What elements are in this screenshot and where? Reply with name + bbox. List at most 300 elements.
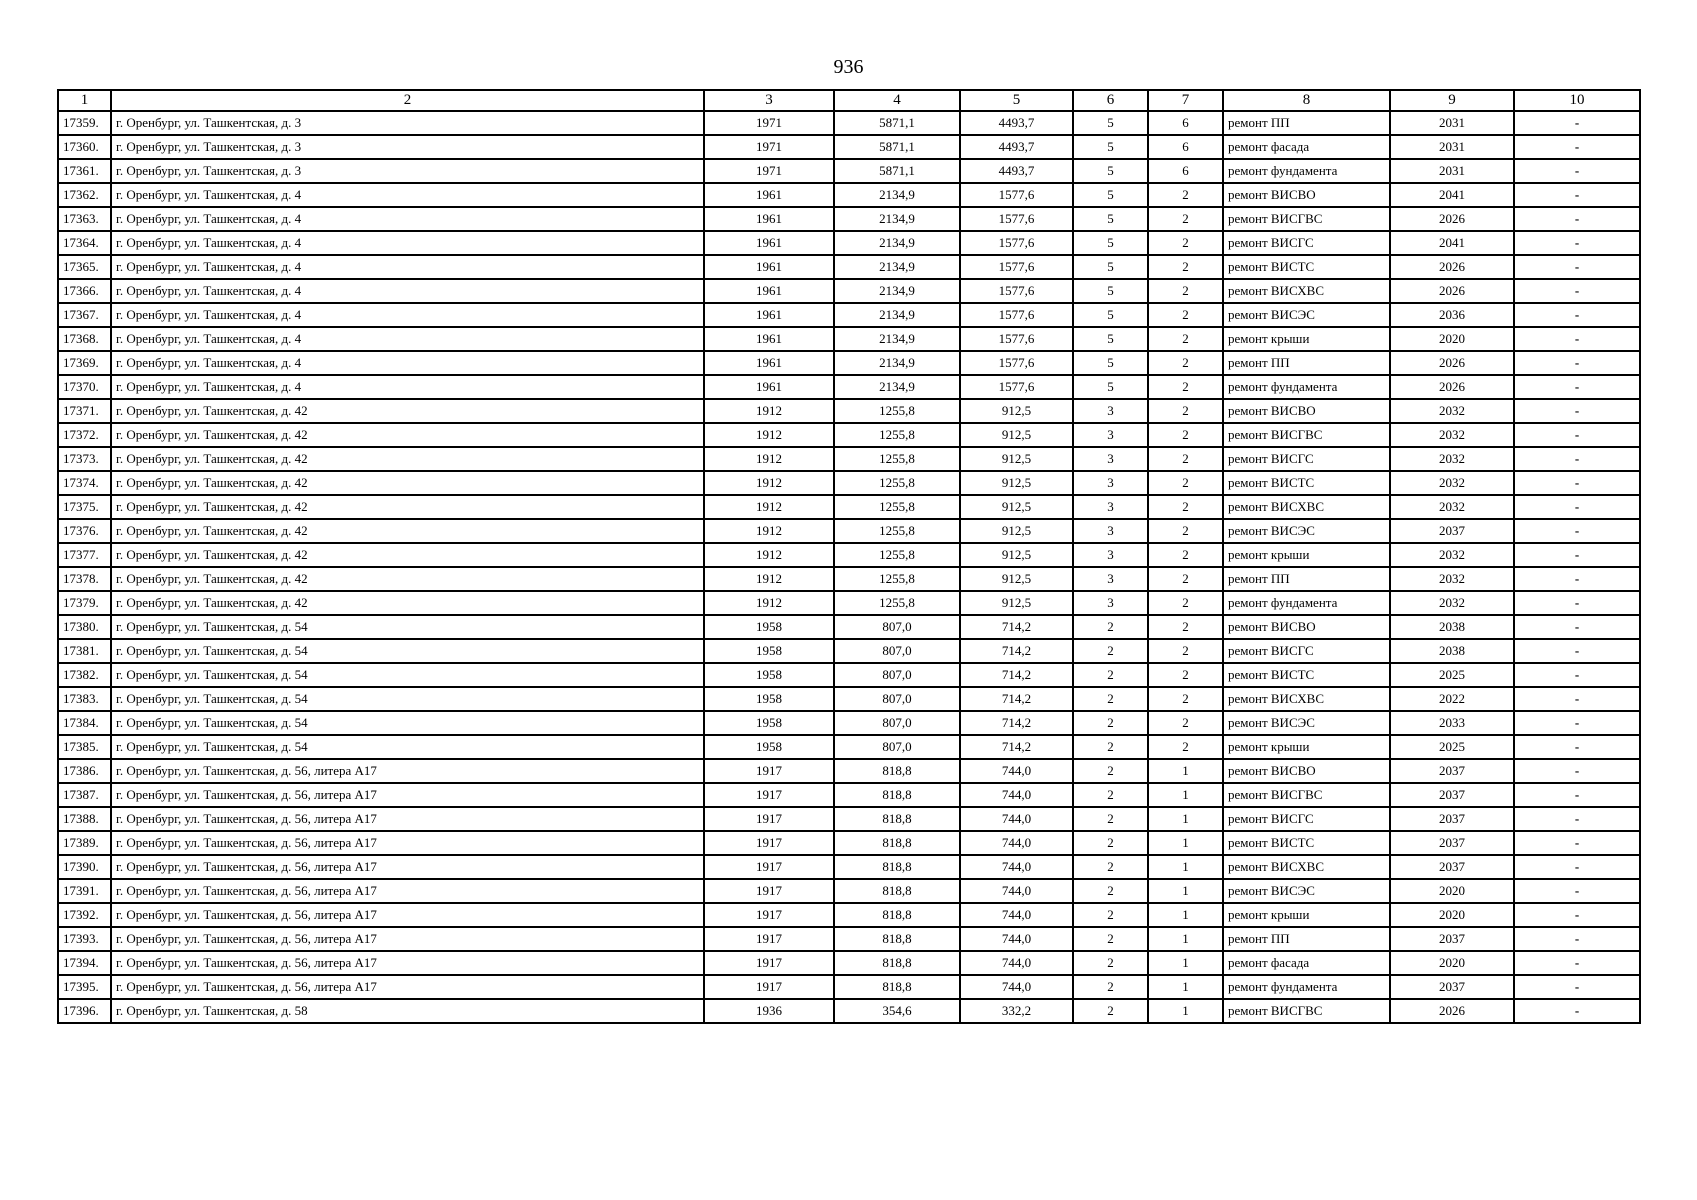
planned-year-cell: 2037 [1390, 831, 1514, 855]
row-number-cell: 17359. [58, 111, 111, 135]
year-cell: 1961 [704, 231, 834, 255]
entrances-cell: 2 [1148, 591, 1223, 615]
living-area-cell: 714,2 [960, 687, 1073, 711]
floors-cell: 3 [1073, 591, 1148, 615]
table-row [58, 447, 1640, 471]
address-cell: г. Оренбург, ул. Ташкентская, д. 56, литера А17 [111, 759, 704, 783]
note-cell: - [1514, 519, 1640, 543]
planned-year-cell: 2026 [1390, 255, 1514, 279]
work-type-cell: ремонт фасада [1223, 951, 1390, 975]
year-cell: 1917 [704, 831, 834, 855]
work-type-cell: ремонт ВИСЭС [1223, 879, 1390, 903]
living-area-cell: 744,0 [960, 951, 1073, 975]
note-cell: - [1514, 663, 1640, 687]
living-area-cell: 744,0 [960, 855, 1073, 879]
living-area-cell: 1577,6 [960, 303, 1073, 327]
note-cell: - [1514, 975, 1640, 999]
address-cell: г. Оренбург, ул. Ташкентская, д. 54 [111, 639, 704, 663]
entrances-cell: 1 [1148, 831, 1223, 855]
planned-year-cell: 2020 [1390, 879, 1514, 903]
entrances-cell: 2 [1148, 543, 1223, 567]
floors-cell: 3 [1073, 447, 1148, 471]
floors-cell: 2 [1073, 807, 1148, 831]
living-area-cell: 1577,6 [960, 327, 1073, 351]
total-area-cell: 1255,8 [834, 567, 960, 591]
row-number-cell: 17380. [58, 615, 111, 639]
planned-year-cell: 2020 [1390, 903, 1514, 927]
column-header: 6 [1073, 90, 1148, 111]
entrances-cell: 2 [1148, 471, 1223, 495]
note-cell: - [1514, 447, 1640, 471]
year-cell: 1912 [704, 519, 834, 543]
floors-cell: 5 [1073, 327, 1148, 351]
planned-year-cell: 2031 [1390, 111, 1514, 135]
year-cell: 1961 [704, 303, 834, 327]
floors-cell: 2 [1073, 975, 1148, 999]
row-number-cell: 17362. [58, 183, 111, 207]
column-header: 9 [1390, 90, 1514, 111]
table-row [58, 759, 1640, 783]
living-area-cell: 1577,6 [960, 255, 1073, 279]
living-area-cell: 1577,6 [960, 351, 1073, 375]
column-header: 8 [1223, 90, 1390, 111]
note-cell: - [1514, 399, 1640, 423]
year-cell: 1958 [704, 615, 834, 639]
year-cell: 1971 [704, 135, 834, 159]
year-cell: 1912 [704, 543, 834, 567]
work-type-cell: ремонт фундамента [1223, 375, 1390, 399]
address-cell: г. Оренбург, ул. Ташкентская, д. 56, литера А17 [111, 927, 704, 951]
row-number-cell: 17360. [58, 135, 111, 159]
entrances-cell: 2 [1148, 327, 1223, 351]
year-cell: 1961 [704, 351, 834, 375]
entrances-cell: 2 [1148, 663, 1223, 687]
address-cell: г. Оренбург, ул. Ташкентская, д. 42 [111, 543, 704, 567]
work-type-cell: ремонт фундамента [1223, 159, 1390, 183]
total-area-cell: 807,0 [834, 639, 960, 663]
living-area-cell: 4493,7 [960, 135, 1073, 159]
entrances-cell: 2 [1148, 495, 1223, 519]
total-area-cell: 1255,8 [834, 471, 960, 495]
floors-cell: 5 [1073, 111, 1148, 135]
floors-cell: 2 [1073, 903, 1148, 927]
note-cell: - [1514, 375, 1640, 399]
total-area-cell: 807,0 [834, 663, 960, 687]
entrances-cell: 2 [1148, 279, 1223, 303]
address-cell: г. Оренбург, ул. Ташкентская, д. 56, литера А17 [111, 879, 704, 903]
note-cell: - [1514, 831, 1640, 855]
entrances-cell: 1 [1148, 927, 1223, 951]
living-area-cell: 744,0 [960, 759, 1073, 783]
table-row [58, 975, 1640, 999]
entrances-cell: 2 [1148, 687, 1223, 711]
row-number-cell: 17378. [58, 567, 111, 591]
total-area-cell: 2134,9 [834, 303, 960, 327]
row-number-cell: 17388. [58, 807, 111, 831]
note-cell: - [1514, 207, 1640, 231]
year-cell: 1912 [704, 423, 834, 447]
address-cell: г. Оренбург, ул. Ташкентская, д. 4 [111, 351, 704, 375]
table-row [58, 831, 1640, 855]
work-type-cell: ремонт ВИСГВС [1223, 207, 1390, 231]
work-type-cell: ремонт фасада [1223, 135, 1390, 159]
living-area-cell: 744,0 [960, 975, 1073, 999]
note-cell: - [1514, 567, 1640, 591]
planned-year-cell: 2032 [1390, 495, 1514, 519]
planned-year-cell: 2032 [1390, 447, 1514, 471]
planned-year-cell: 2037 [1390, 855, 1514, 879]
table-row [58, 855, 1640, 879]
planned-year-cell: 2033 [1390, 711, 1514, 735]
total-area-cell: 1255,8 [834, 399, 960, 423]
planned-year-cell: 2037 [1390, 807, 1514, 831]
planned-year-cell: 2025 [1390, 735, 1514, 759]
floors-cell: 2 [1073, 831, 1148, 855]
row-number-cell: 17369. [58, 351, 111, 375]
year-cell: 1912 [704, 399, 834, 423]
table-row [58, 567, 1640, 591]
total-area-cell: 1255,8 [834, 543, 960, 567]
planned-year-cell: 2037 [1390, 783, 1514, 807]
year-cell: 1912 [704, 591, 834, 615]
total-area-cell: 818,8 [834, 759, 960, 783]
row-number-cell: 17392. [58, 903, 111, 927]
floors-cell: 3 [1073, 423, 1148, 447]
floors-cell: 2 [1073, 783, 1148, 807]
table-row [58, 159, 1640, 183]
note-cell: - [1514, 951, 1640, 975]
planned-year-cell: 2026 [1390, 351, 1514, 375]
floors-cell: 3 [1073, 471, 1148, 495]
total-area-cell: 1255,8 [834, 423, 960, 447]
address-cell: г. Оренбург, ул. Ташкентская, д. 42 [111, 519, 704, 543]
floors-cell: 5 [1073, 303, 1148, 327]
repair-schedule-table [57, 89, 1641, 1024]
work-type-cell: ремонт ВИСВО [1223, 183, 1390, 207]
total-area-cell: 2134,9 [834, 327, 960, 351]
total-area-cell: 818,8 [834, 807, 960, 831]
year-cell: 1912 [704, 447, 834, 471]
work-type-cell: ремонт фундамента [1223, 591, 1390, 615]
note-cell: - [1514, 303, 1640, 327]
table-row [58, 735, 1640, 759]
address-cell: г. Оренбург, ул. Ташкентская, д. 56, литера А17 [111, 951, 704, 975]
planned-year-cell: 2041 [1390, 183, 1514, 207]
note-cell: - [1514, 111, 1640, 135]
entrances-cell: 1 [1148, 855, 1223, 879]
table-row [58, 687, 1640, 711]
total-area-cell: 2134,9 [834, 255, 960, 279]
total-area-cell: 818,8 [834, 855, 960, 879]
table-row [58, 519, 1640, 543]
floors-cell: 5 [1073, 183, 1148, 207]
row-number-cell: 17385. [58, 735, 111, 759]
work-type-cell: ремонт ВИСХВС [1223, 495, 1390, 519]
note-cell: - [1514, 783, 1640, 807]
planned-year-cell: 2032 [1390, 591, 1514, 615]
floors-cell: 5 [1073, 255, 1148, 279]
living-area-cell: 744,0 [960, 903, 1073, 927]
total-area-cell: 5871,1 [834, 159, 960, 183]
column-header: 3 [704, 90, 834, 111]
year-cell: 1971 [704, 159, 834, 183]
work-type-cell: ремонт фундамента [1223, 975, 1390, 999]
table-row [58, 807, 1640, 831]
year-cell: 1961 [704, 279, 834, 303]
total-area-cell: 1255,8 [834, 495, 960, 519]
entrances-cell: 2 [1148, 639, 1223, 663]
address-cell: г. Оренбург, ул. Ташкентская, д. 54 [111, 711, 704, 735]
row-number-cell: 17381. [58, 639, 111, 663]
living-area-cell: 744,0 [960, 783, 1073, 807]
work-type-cell: ремонт ВИСВО [1223, 615, 1390, 639]
living-area-cell: 744,0 [960, 807, 1073, 831]
entrances-cell: 1 [1148, 999, 1223, 1023]
row-number-cell: 17361. [58, 159, 111, 183]
address-cell: г. Оренбург, ул. Ташкентская, д. 42 [111, 423, 704, 447]
note-cell: - [1514, 999, 1640, 1023]
floors-cell: 2 [1073, 639, 1148, 663]
row-number-cell: 17382. [58, 663, 111, 687]
entrances-cell: 1 [1148, 975, 1223, 999]
column-header: 4 [834, 90, 960, 111]
address-cell: г. Оренбург, ул. Ташкентская, д. 42 [111, 399, 704, 423]
floors-cell: 2 [1073, 687, 1148, 711]
note-cell: - [1514, 903, 1640, 927]
living-area-cell: 744,0 [960, 831, 1073, 855]
row-number-cell: 17389. [58, 831, 111, 855]
work-type-cell: ремонт ВИСХВС [1223, 855, 1390, 879]
floors-cell: 2 [1073, 711, 1148, 735]
note-cell: - [1514, 351, 1640, 375]
floors-cell: 5 [1073, 135, 1148, 159]
address-cell: г. Оренбург, ул. Ташкентская, д. 56, литера А17 [111, 903, 704, 927]
floors-cell: 2 [1073, 615, 1148, 639]
planned-year-cell: 2032 [1390, 399, 1514, 423]
note-cell: - [1514, 879, 1640, 903]
column-header: 1 [58, 90, 111, 111]
floors-cell: 2 [1073, 663, 1148, 687]
table-row [58, 183, 1640, 207]
year-cell: 1961 [704, 207, 834, 231]
year-cell: 1917 [704, 783, 834, 807]
address-cell: г. Оренбург, ул. Ташкентская, д. 54 [111, 687, 704, 711]
planned-year-cell: 2032 [1390, 543, 1514, 567]
work-type-cell: ремонт ВИСЭС [1223, 711, 1390, 735]
total-area-cell: 2134,9 [834, 351, 960, 375]
table-row [58, 303, 1640, 327]
total-area-cell: 807,0 [834, 735, 960, 759]
table-row [58, 543, 1640, 567]
table-row [58, 423, 1640, 447]
floors-cell: 2 [1073, 735, 1148, 759]
table-row [58, 375, 1640, 399]
planned-year-cell: 2038 [1390, 615, 1514, 639]
address-cell: г. Оренбург, ул. Ташкентская, д. 54 [111, 735, 704, 759]
note-cell: - [1514, 735, 1640, 759]
work-type-cell: ремонт ПП [1223, 111, 1390, 135]
table-row [58, 879, 1640, 903]
note-cell: - [1514, 159, 1640, 183]
planned-year-cell: 2036 [1390, 303, 1514, 327]
work-type-cell: ремонт ВИСГВС [1223, 999, 1390, 1023]
total-area-cell: 818,8 [834, 903, 960, 927]
row-number-cell: 17377. [58, 543, 111, 567]
note-cell: - [1514, 687, 1640, 711]
address-cell: г. Оренбург, ул. Ташкентская, д. 54 [111, 663, 704, 687]
work-type-cell: ремонт ВИСЭС [1223, 519, 1390, 543]
address-cell: г. Оренбург, ул. Ташкентская, д. 54 [111, 615, 704, 639]
year-cell: 1917 [704, 903, 834, 927]
row-number-cell: 17375. [58, 495, 111, 519]
living-area-cell: 912,5 [960, 423, 1073, 447]
living-area-cell: 1577,6 [960, 183, 1073, 207]
row-number-cell: 17394. [58, 951, 111, 975]
work-type-cell: ремонт ВИСХВС [1223, 279, 1390, 303]
work-type-cell: ремонт крыши [1223, 735, 1390, 759]
work-type-cell: ремонт ПП [1223, 927, 1390, 951]
entrances-cell: 1 [1148, 759, 1223, 783]
row-number-cell: 17366. [58, 279, 111, 303]
total-area-cell: 818,8 [834, 975, 960, 999]
table-row [58, 711, 1640, 735]
work-type-cell: ремонт ПП [1223, 567, 1390, 591]
entrances-cell: 2 [1148, 711, 1223, 735]
year-cell: 1917 [704, 879, 834, 903]
work-type-cell: ремонт ВИСГС [1223, 231, 1390, 255]
year-cell: 1917 [704, 807, 834, 831]
planned-year-cell: 2032 [1390, 471, 1514, 495]
planned-year-cell: 2026 [1390, 999, 1514, 1023]
floors-cell: 2 [1073, 879, 1148, 903]
living-area-cell: 4493,7 [960, 111, 1073, 135]
address-cell: г. Оренбург, ул. Ташкентская, д. 42 [111, 591, 704, 615]
address-cell: г. Оренбург, ул. Ташкентская, д. 3 [111, 111, 704, 135]
entrances-cell: 2 [1148, 567, 1223, 591]
note-cell: - [1514, 639, 1640, 663]
note-cell: - [1514, 927, 1640, 951]
row-number-cell: 17387. [58, 783, 111, 807]
year-cell: 1958 [704, 735, 834, 759]
address-cell: г. Оренбург, ул. Ташкентская, д. 4 [111, 303, 704, 327]
planned-year-cell: 2031 [1390, 159, 1514, 183]
note-cell: - [1514, 423, 1640, 447]
table-header-row [58, 90, 1640, 111]
total-area-cell: 1255,8 [834, 447, 960, 471]
floors-cell: 5 [1073, 159, 1148, 183]
year-cell: 1917 [704, 855, 834, 879]
living-area-cell: 912,5 [960, 543, 1073, 567]
planned-year-cell: 2038 [1390, 639, 1514, 663]
address-cell: г. Оренбург, ул. Ташкентская, д. 4 [111, 375, 704, 399]
planned-year-cell: 2032 [1390, 567, 1514, 591]
entrances-cell: 1 [1148, 951, 1223, 975]
planned-year-cell: 2037 [1390, 759, 1514, 783]
year-cell: 1917 [704, 951, 834, 975]
note-cell: - [1514, 591, 1640, 615]
row-number-cell: 17371. [58, 399, 111, 423]
work-type-cell: ремонт крыши [1223, 903, 1390, 927]
table-row [58, 663, 1640, 687]
entrances-cell: 2 [1148, 183, 1223, 207]
total-area-cell: 818,8 [834, 951, 960, 975]
floors-cell: 3 [1073, 543, 1148, 567]
living-area-cell: 912,5 [960, 495, 1073, 519]
row-number-cell: 17373. [58, 447, 111, 471]
floors-cell: 2 [1073, 951, 1148, 975]
row-number-cell: 17396. [58, 999, 111, 1023]
planned-year-cell: 2037 [1390, 975, 1514, 999]
note-cell: - [1514, 495, 1640, 519]
planned-year-cell: 2020 [1390, 951, 1514, 975]
floors-cell: 3 [1073, 399, 1148, 423]
row-number-cell: 17363. [58, 207, 111, 231]
entrances-cell: 6 [1148, 159, 1223, 183]
row-number-cell: 17390. [58, 855, 111, 879]
floors-cell: 2 [1073, 759, 1148, 783]
page-number: 936 [833, 56, 864, 78]
year-cell: 1917 [704, 927, 834, 951]
row-number-cell: 17364. [58, 231, 111, 255]
work-type-cell: ремонт ВИСВО [1223, 399, 1390, 423]
work-type-cell: ремонт ВИСВО [1223, 759, 1390, 783]
year-cell: 1936 [704, 999, 834, 1023]
table-row [58, 783, 1640, 807]
total-area-cell: 818,8 [834, 783, 960, 807]
row-number-cell: 17383. [58, 687, 111, 711]
entrances-cell: 2 [1148, 375, 1223, 399]
year-cell: 1912 [704, 495, 834, 519]
planned-year-cell: 2022 [1390, 687, 1514, 711]
total-area-cell: 818,8 [834, 879, 960, 903]
table-row [58, 135, 1640, 159]
planned-year-cell: 2026 [1390, 207, 1514, 231]
total-area-cell: 818,8 [834, 831, 960, 855]
total-area-cell: 2134,9 [834, 207, 960, 231]
floors-cell: 2 [1073, 927, 1148, 951]
entrances-cell: 6 [1148, 135, 1223, 159]
work-type-cell: ремонт крыши [1223, 543, 1390, 567]
living-area-cell: 332,2 [960, 999, 1073, 1023]
living-area-cell: 714,2 [960, 735, 1073, 759]
planned-year-cell: 2031 [1390, 135, 1514, 159]
address-cell: г. Оренбург, ул. Ташкентская, д. 4 [111, 255, 704, 279]
table-row [58, 471, 1640, 495]
work-type-cell: ремонт ВИСТС [1223, 663, 1390, 687]
row-number-cell: 17365. [58, 255, 111, 279]
address-cell: г. Оренбург, ул. Ташкентская, д. 42 [111, 567, 704, 591]
living-area-cell: 912,5 [960, 399, 1073, 423]
total-area-cell: 2134,9 [834, 375, 960, 399]
floors-cell: 5 [1073, 207, 1148, 231]
note-cell: - [1514, 711, 1640, 735]
table-row [58, 951, 1640, 975]
entrances-cell: 2 [1148, 735, 1223, 759]
row-number-cell: 17384. [58, 711, 111, 735]
entrances-cell: 1 [1148, 783, 1223, 807]
total-area-cell: 1255,8 [834, 519, 960, 543]
planned-year-cell: 2037 [1390, 519, 1514, 543]
note-cell: - [1514, 135, 1640, 159]
planned-year-cell: 2025 [1390, 663, 1514, 687]
row-number-cell: 17386. [58, 759, 111, 783]
note-cell: - [1514, 183, 1640, 207]
year-cell: 1917 [704, 975, 834, 999]
total-area-cell: 807,0 [834, 711, 960, 735]
living-area-cell: 714,2 [960, 663, 1073, 687]
work-type-cell: ремонт ВИСТС [1223, 831, 1390, 855]
entrances-cell: 2 [1148, 351, 1223, 375]
